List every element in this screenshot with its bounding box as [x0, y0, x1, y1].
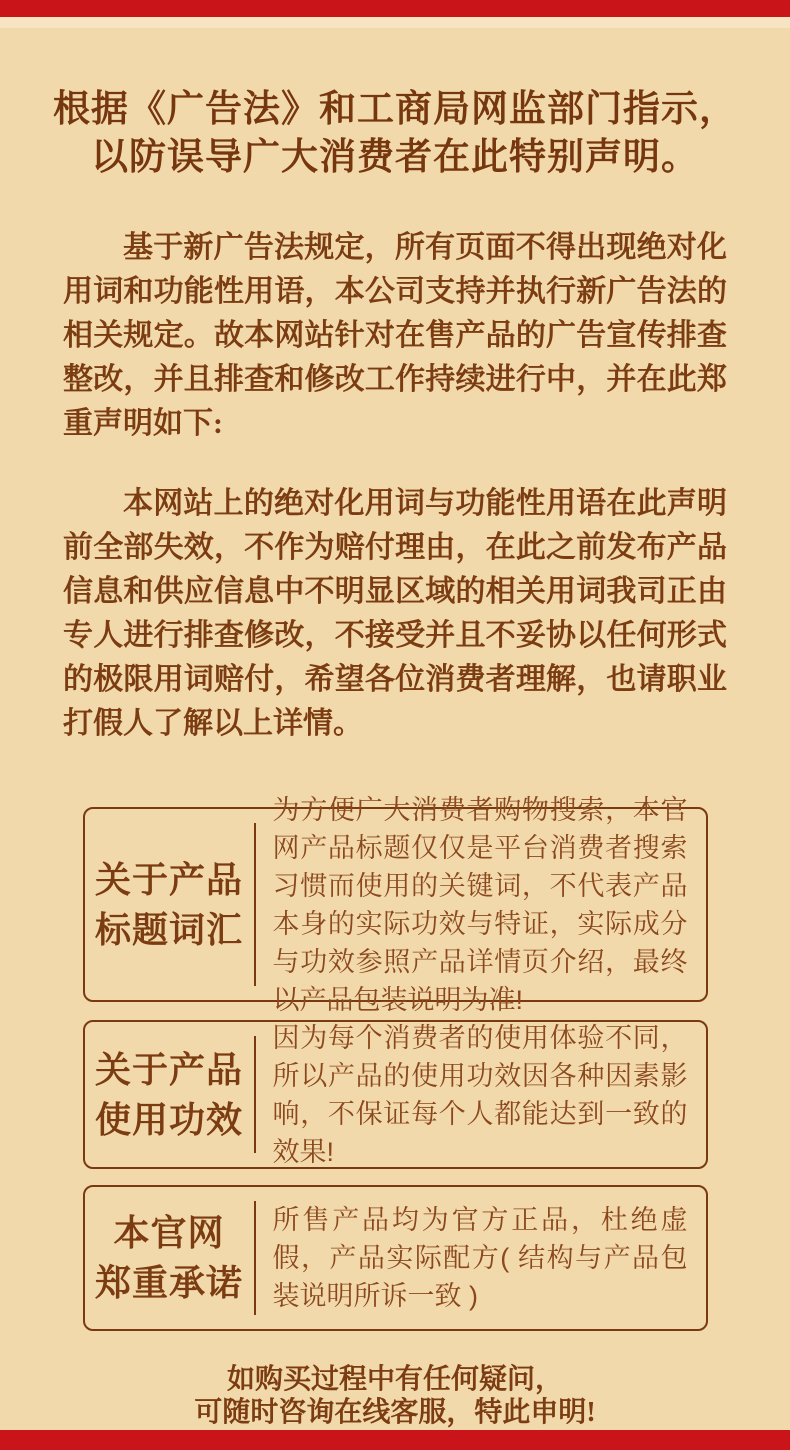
- footer-line-2: 可随时咨询在线客服，特此申明!: [194, 1397, 596, 1428]
- notice-box-label-line-2: 郑重承诺: [94, 1263, 243, 1303]
- notice-box-product-title-keywords: [83, 794, 708, 1015]
- page-title-line-2: 以防误导广大消费者在此特别声明。: [91, 137, 699, 178]
- bottom-red-bar: [0, 1430, 790, 1450]
- notice-box-text: [256, 794, 706, 1015]
- notice-box-label-line-1: 关于产品: [94, 859, 243, 900]
- notice-box-label: [85, 809, 254, 1000]
- top-light-strip: [0, 17, 790, 28]
- declaration-paragraph-2: 本网站上的绝对化用词与功能性用语在此声明前全部失效，不作为赔付理由，在此之前发布产品信息和供应信息中不明显区域的相关用词我司正由专人进行排查修改，不接受并且不妥协以任何形式的极限用词赔付，希望各位消费者理解，也请职业打假人了解以上详情。: [63, 487, 727, 740]
- notice-box-label-line-1: 本官网: [113, 1213, 225, 1253]
- notice-box-product-effect: [83, 1020, 708, 1169]
- declaration-paragraph-1: 基于新广告法规定，所有页面不得出现绝对化用词和功能性用语，本公司支持并执行新广告法的相关规定。故本网站针对在售产品的广告宣传排查整改，并且排查和修改工作持续进行中，并在此郑重声明如下:: [63, 231, 727, 440]
- notice-box-label-line-2: 使用功效: [94, 1099, 243, 1140]
- page-title-line-1: 根据《广告法》和工商局网监部门指示，: [53, 89, 737, 130]
- footer-note: [0, 1363, 790, 1429]
- top-red-bar: [0, 0, 790, 17]
- footer-line-1: 如购买过程中有任何疑问，: [226, 1364, 563, 1395]
- page-title: [0, 86, 790, 182]
- notice-box-label: [85, 1187, 254, 1329]
- notice-box-text: [256, 1022, 706, 1167]
- notice-box-text: [256, 1187, 706, 1329]
- notice-box-text-content: 为方便广大消费者购物搜索，本官网产品标题仅仅是平台消费者搜索习惯而使用的关键词，不代表产品本身的实际功效与特证，实际成分与功效参照产品详情页介绍，最终以产品包装说明为准!: [272, 794, 688, 1015]
- notice-box-label-line-1: 关于产品: [94, 1049, 243, 1090]
- notice-box-list: [83, 794, 708, 1331]
- notice-box-text-content: 所售产品均为官方正品，杜绝虚假，产品实际配方( 结构与产品包装说明所诉一致 ): [272, 1205, 688, 1311]
- notice-box-label-line-2: 标题词汇: [94, 909, 243, 950]
- notice-box-text-content: 因为每个消费者的使用体验不同，所以产品的使用功效因各种因素影响，不保证每个人都能达到一致的效果!: [272, 1022, 688, 1167]
- notice-box-label: [85, 1022, 254, 1167]
- notice-box-official-promise: [83, 1185, 708, 1331]
